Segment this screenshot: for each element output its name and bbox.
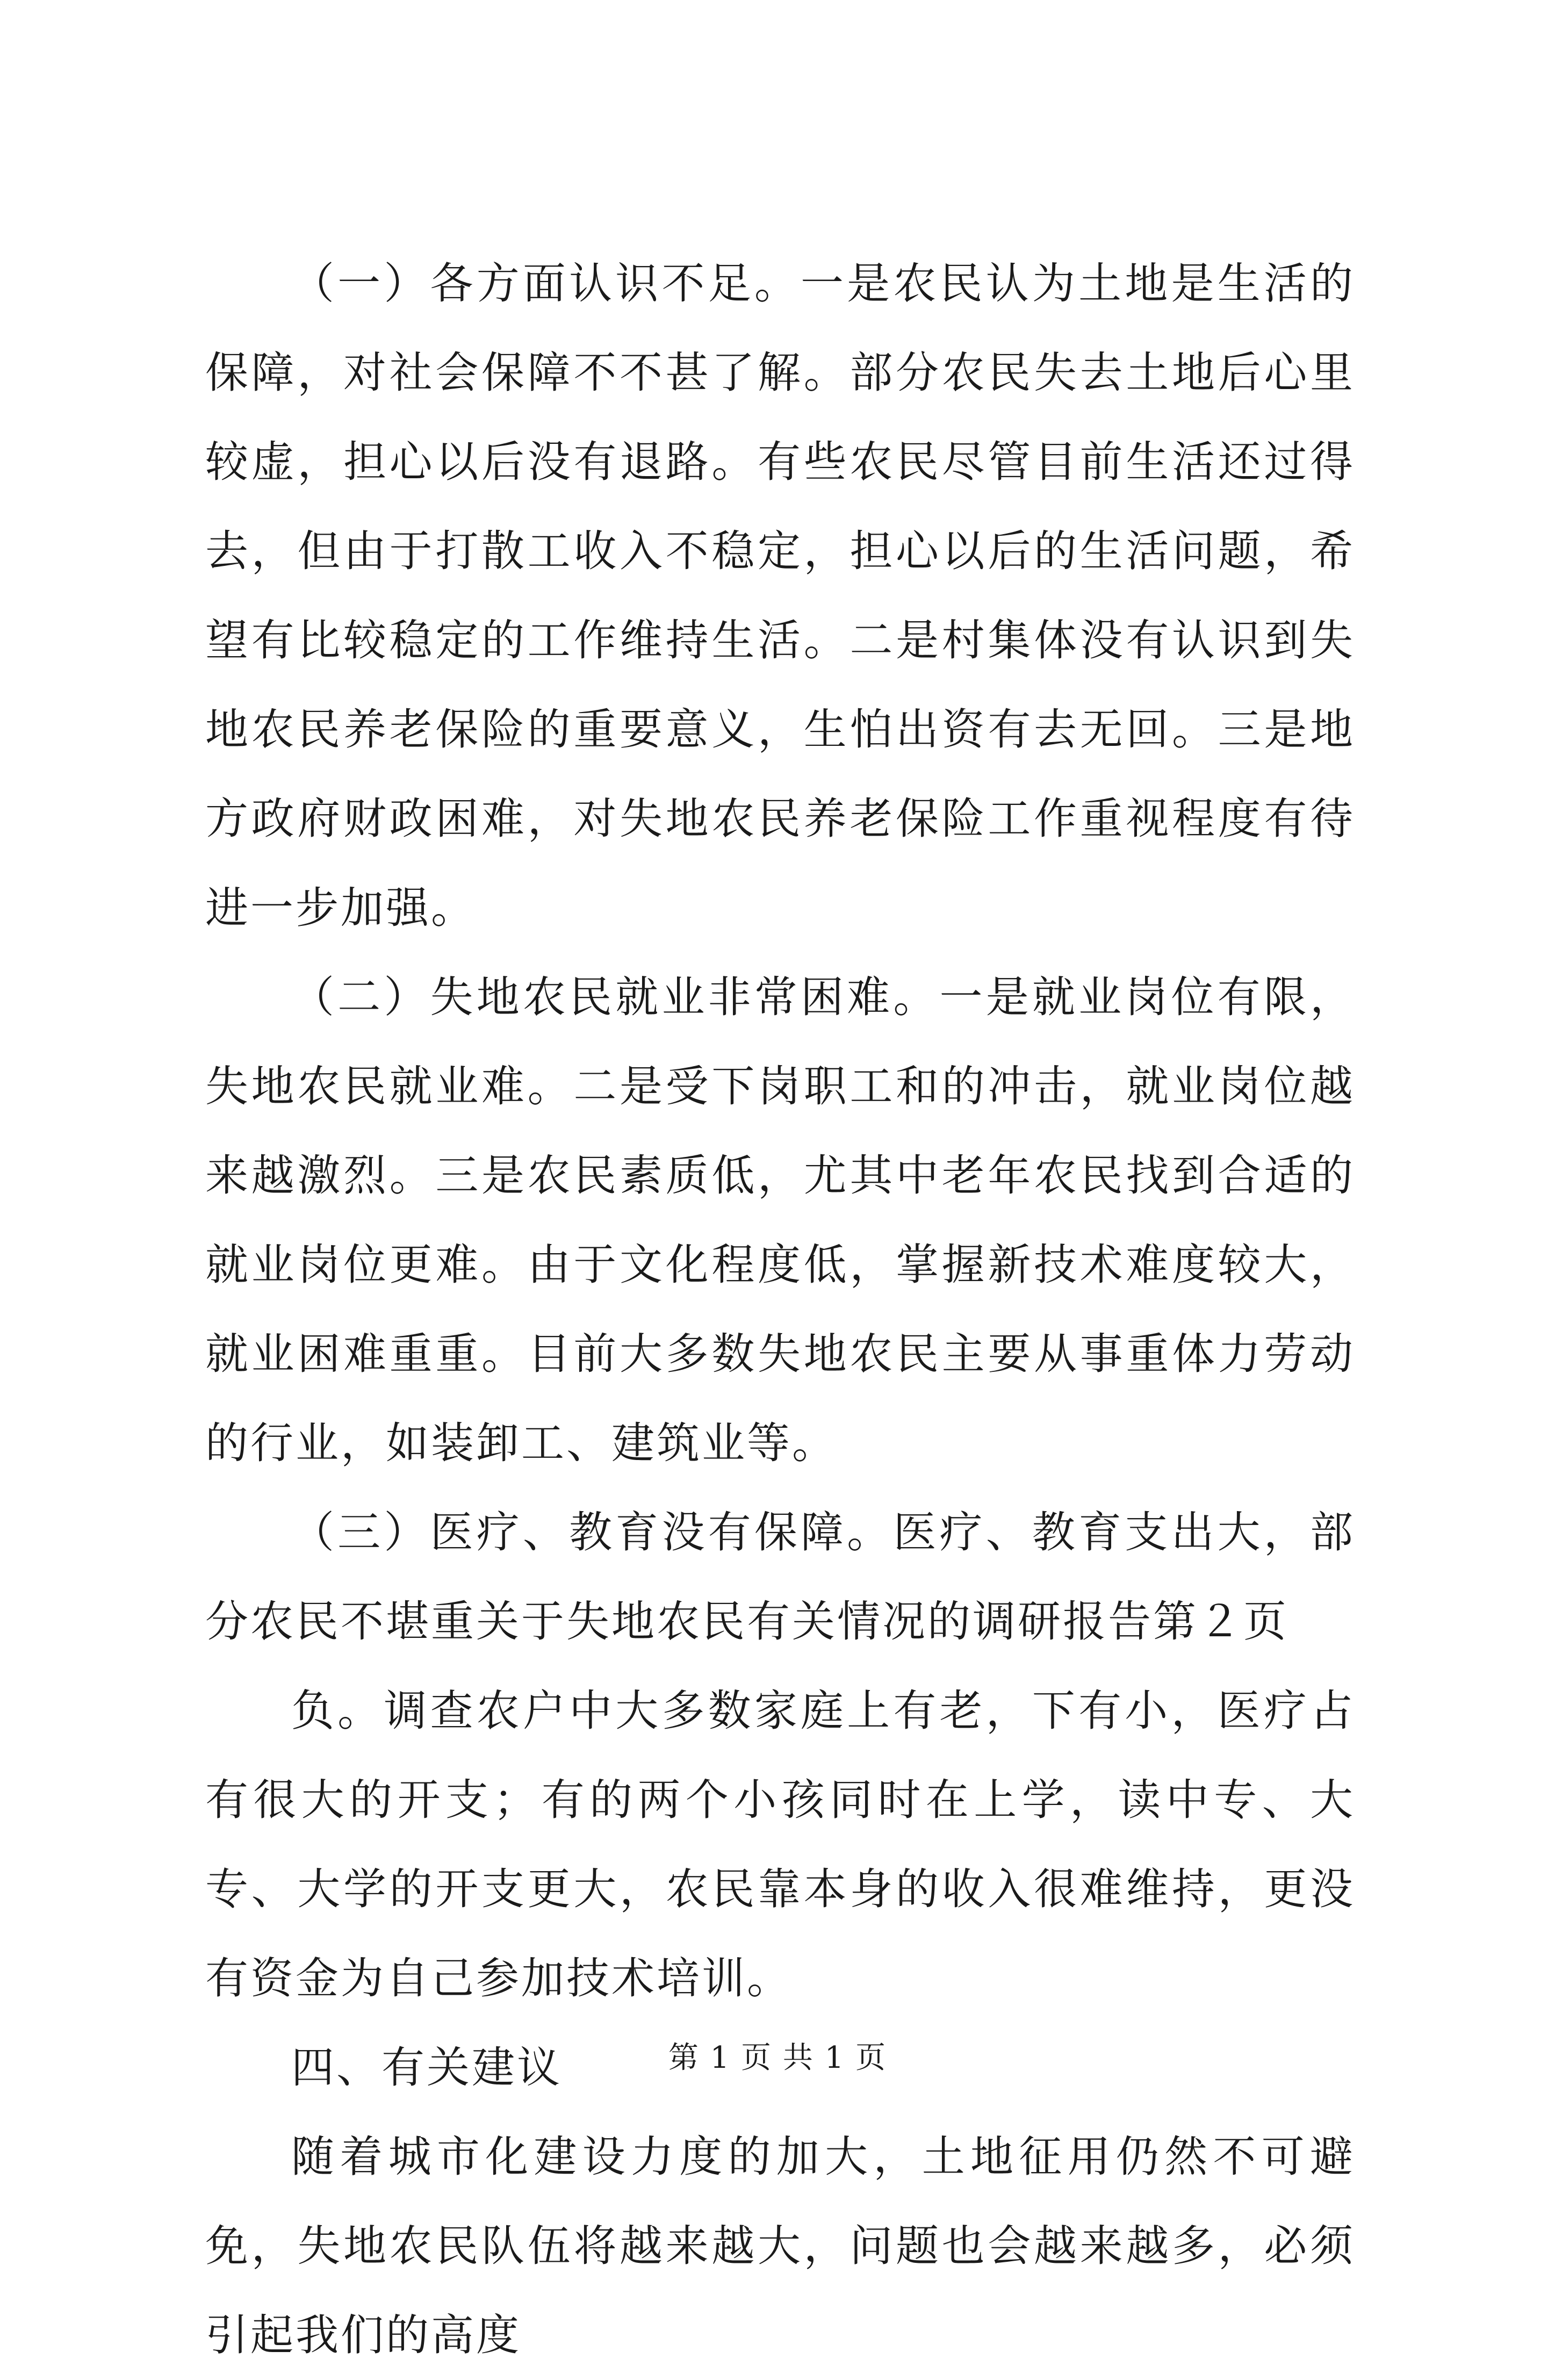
paragraph-employment: （二）失地农民就业非常困难。一是就业岗位有限，失地农民就业难。二是受下岗职工和的冲击，就业岗位越来越激烈。三是农民素质低，尤其中老年农民找到合适的就业岗位更难。由于文化程度低，掌握新技术难度较大，就业困难重重。目前大多数失地农民主要从事重体力劳动的行业，如装卸工、建筑业等。 xyxy=(205,972,1355,1468)
paragraph-awareness: （一）各方面认识不足。一是农民认为土地是生活的保障，对社会保障不不甚了解。部分农民失去土地后心里较虚，担心以后没有退路。有些农民尽管目前生活还过得去，但由于打散工收入不稳定，担心以后的生活问题，希望有比较稳定的工作维持生活。二是村集体没有认识到失地农民养老保险的重要意义，生怕出资有去无回。三是地方政府财政困难，对失地农民养老保险工作重视程度有待进一步加强。 xyxy=(205,258,1355,933)
section-heading-suggestions: 四、有关建议 xyxy=(291,2043,562,2093)
paragraph-household-burden: 负。调查农户中大多数家庭上有老，下有小，医疗占有很大的开支；有的两个小孩同时在上学，读中专、大专、大学的开支更大，农民靠本身的收入很难维持，更没有资金为自己参加技术培训。 xyxy=(205,1686,1355,2003)
paragraph-urbanization: 随着城市化建设力度的加大，土地征用仍然不可避免，失地农民队伍将越来越大，问题也会越来越多，必须引起我们的高度 xyxy=(205,2132,1355,2360)
paragraph-medical-education: （三）医疗、教育没有保障。医疗、教育支出大，部分农民不堪重关于失地农民有关情况的调研报告第２页 xyxy=(205,1507,1355,1646)
page-footer: 第 1 页 共 1 页 xyxy=(668,2040,887,2075)
